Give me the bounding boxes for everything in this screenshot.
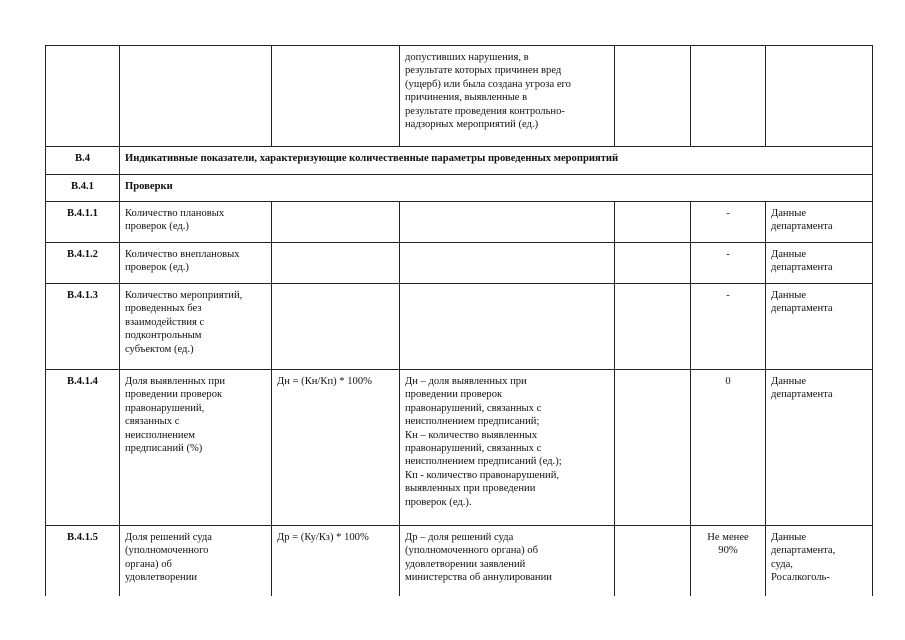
indicator-name-line: взаимодействия с — [125, 316, 205, 328]
row-code: B.4.1.1 — [46, 202, 120, 243]
indicator-name-line: удовлетворении — [125, 572, 198, 584]
indicator-extra — [615, 202, 691, 243]
row-code: B.4.1.2 — [46, 243, 120, 284]
data-source — [766, 284, 873, 370]
data-source-line: суда, — [771, 558, 793, 570]
formula-description-line: Др – доля решений суда — [405, 532, 514, 543]
data-source — [766, 202, 873, 243]
row-code — [46, 46, 120, 147]
data-source — [766, 370, 873, 526]
indicator-formula: Дн = (Кн/Кп) * 100% — [272, 370, 400, 526]
formula-description-line: правонарушений, связанных с — [405, 402, 542, 414]
indicator-name-line: проверок (ед.) — [125, 221, 189, 233]
indicator-name-line: предписаний (%) — [125, 443, 203, 455]
data-source — [766, 243, 873, 284]
target-value-line: - — [726, 290, 730, 301]
indicator-name-line: Количество плановых — [125, 208, 225, 219]
section-title: Проверки — [120, 175, 873, 202]
target-value-line: 0 — [725, 376, 731, 387]
target-value — [691, 46, 766, 147]
target-value — [691, 370, 766, 526]
formula-description-line: неисполнением предписаний (ед.); — [405, 456, 562, 468]
formula-description — [400, 46, 615, 147]
formula-description — [400, 243, 615, 284]
table-body — [46, 46, 873, 616]
indicators-table — [45, 45, 873, 616]
data-source-line: департамента — [771, 221, 833, 233]
indicator-name-line: неисполнением — [125, 429, 195, 441]
target-value-line: - — [726, 208, 730, 219]
target-value — [691, 243, 766, 284]
indicator-name-line: органа) об — [125, 558, 172, 570]
row-code: B.4.1.4 — [46, 370, 120, 526]
data-source-line: Росалкоголь- — [771, 572, 830, 584]
formula-description-line: результате проведения контрольно- — [405, 105, 565, 117]
data-source-line: департамента, — [771, 545, 836, 557]
target-value-line: 90% — [718, 545, 738, 557]
formula-description — [400, 284, 615, 370]
row-code: B.4.1.3 — [46, 284, 120, 370]
table-row — [46, 147, 873, 175]
indicator-name-line: Доля решений суда — [125, 532, 212, 543]
indicator-name-line: правонарушений, — [125, 402, 205, 414]
section-title: Индикативные показатели, характеризующие количественные параметры проведенных мероприятий — [120, 147, 873, 175]
formula-description-line: (уполномоченного органа) об — [405, 545, 538, 557]
indicator-name-line: Количество мероприятий, — [125, 290, 243, 301]
indicator-name — [120, 370, 272, 526]
row-code: B.4.1.5 — [46, 526, 120, 616]
formula-description-line: неисполнением предписаний; — [405, 416, 540, 428]
formula-description-line: проведении проверок — [405, 389, 503, 401]
data-source-line: департамента — [771, 389, 833, 401]
table-row — [46, 284, 873, 370]
indicator-formula — [272, 243, 400, 284]
indicator-formula: Др = (Ку/Кз) * 100% — [272, 526, 400, 616]
indicator-name-line: подконтрольным — [125, 330, 202, 342]
indicator-formula — [272, 46, 400, 147]
formula-description-line: результате которых причинен вред — [405, 65, 562, 77]
formula-description-line: правонарушений, связанных с — [405, 443, 542, 455]
indicator-formula — [272, 202, 400, 243]
page-bottom-margin — [0, 596, 905, 640]
indicator-name-line: (уполномоченного — [125, 545, 209, 557]
data-source-line: Данные — [771, 249, 807, 260]
target-value-line: Не менее — [707, 532, 749, 543]
indicator-name-line: проведенных без — [125, 303, 202, 315]
table-row — [46, 175, 873, 202]
data-source-line: Данные — [771, 532, 807, 543]
indicator-name-line: проверок (ед.) — [125, 262, 189, 274]
indicator-name-line: субъектом (ед.) — [125, 343, 194, 355]
indicator-extra — [615, 243, 691, 284]
formula-description-line: надзорных мероприятий (ед.) — [405, 119, 539, 131]
indicator-name — [120, 46, 272, 147]
indicator-extra — [615, 370, 691, 526]
formula-description-line: проверок (ед.). — [405, 496, 472, 508]
formula-description — [400, 202, 615, 243]
data-source-line: Данные — [771, 208, 807, 219]
target-value-line: - — [726, 249, 730, 260]
formula-description-line: выявленных при проведении — [405, 483, 536, 495]
formula-description-line: министерства об аннулировании — [405, 572, 552, 584]
formula-description-line: удовлетворении заявлений — [405, 558, 526, 570]
indicator-name-line: Количество внеплановых — [125, 249, 240, 260]
table-row — [46, 202, 873, 243]
formula-description-line: Дн – доля выявленных при — [405, 376, 527, 387]
indicator-extra — [615, 46, 691, 147]
table-row — [46, 46, 873, 147]
indicator-extra — [615, 284, 691, 370]
indicator-name-line: Доля выявленных при — [125, 376, 226, 387]
formula-description-line: допустивших нарушения, в — [405, 52, 529, 63]
formula-description-line: Кн – количество выявленных — [405, 429, 538, 441]
formula-description-line: Кп - количество правонарушений, — [405, 469, 560, 481]
target-value — [691, 284, 766, 370]
indicator-name — [120, 243, 272, 284]
target-value — [691, 202, 766, 243]
table-row — [46, 370, 873, 526]
data-source — [766, 46, 873, 147]
data-source-line: Данные — [771, 376, 807, 387]
data-source-line: департамента — [771, 303, 833, 315]
row-code: B.4.1 — [46, 175, 120, 202]
indicator-name-line: проведении проверок — [125, 389, 223, 401]
indicator-name — [120, 202, 272, 243]
formula-description-line: (ущерб) или была создана угроза его — [405, 78, 571, 90]
row-code: B.4 — [46, 147, 120, 175]
data-source-line: Данные — [771, 290, 807, 301]
table-row — [46, 243, 873, 284]
formula-description-line: причинения, выявленные в — [405, 92, 528, 104]
formula-description — [400, 370, 615, 526]
indicator-formula — [272, 284, 400, 370]
indicator-name-line: связанных с — [125, 416, 180, 428]
indicator-name — [120, 284, 272, 370]
data-source-line: департамента — [771, 262, 833, 274]
